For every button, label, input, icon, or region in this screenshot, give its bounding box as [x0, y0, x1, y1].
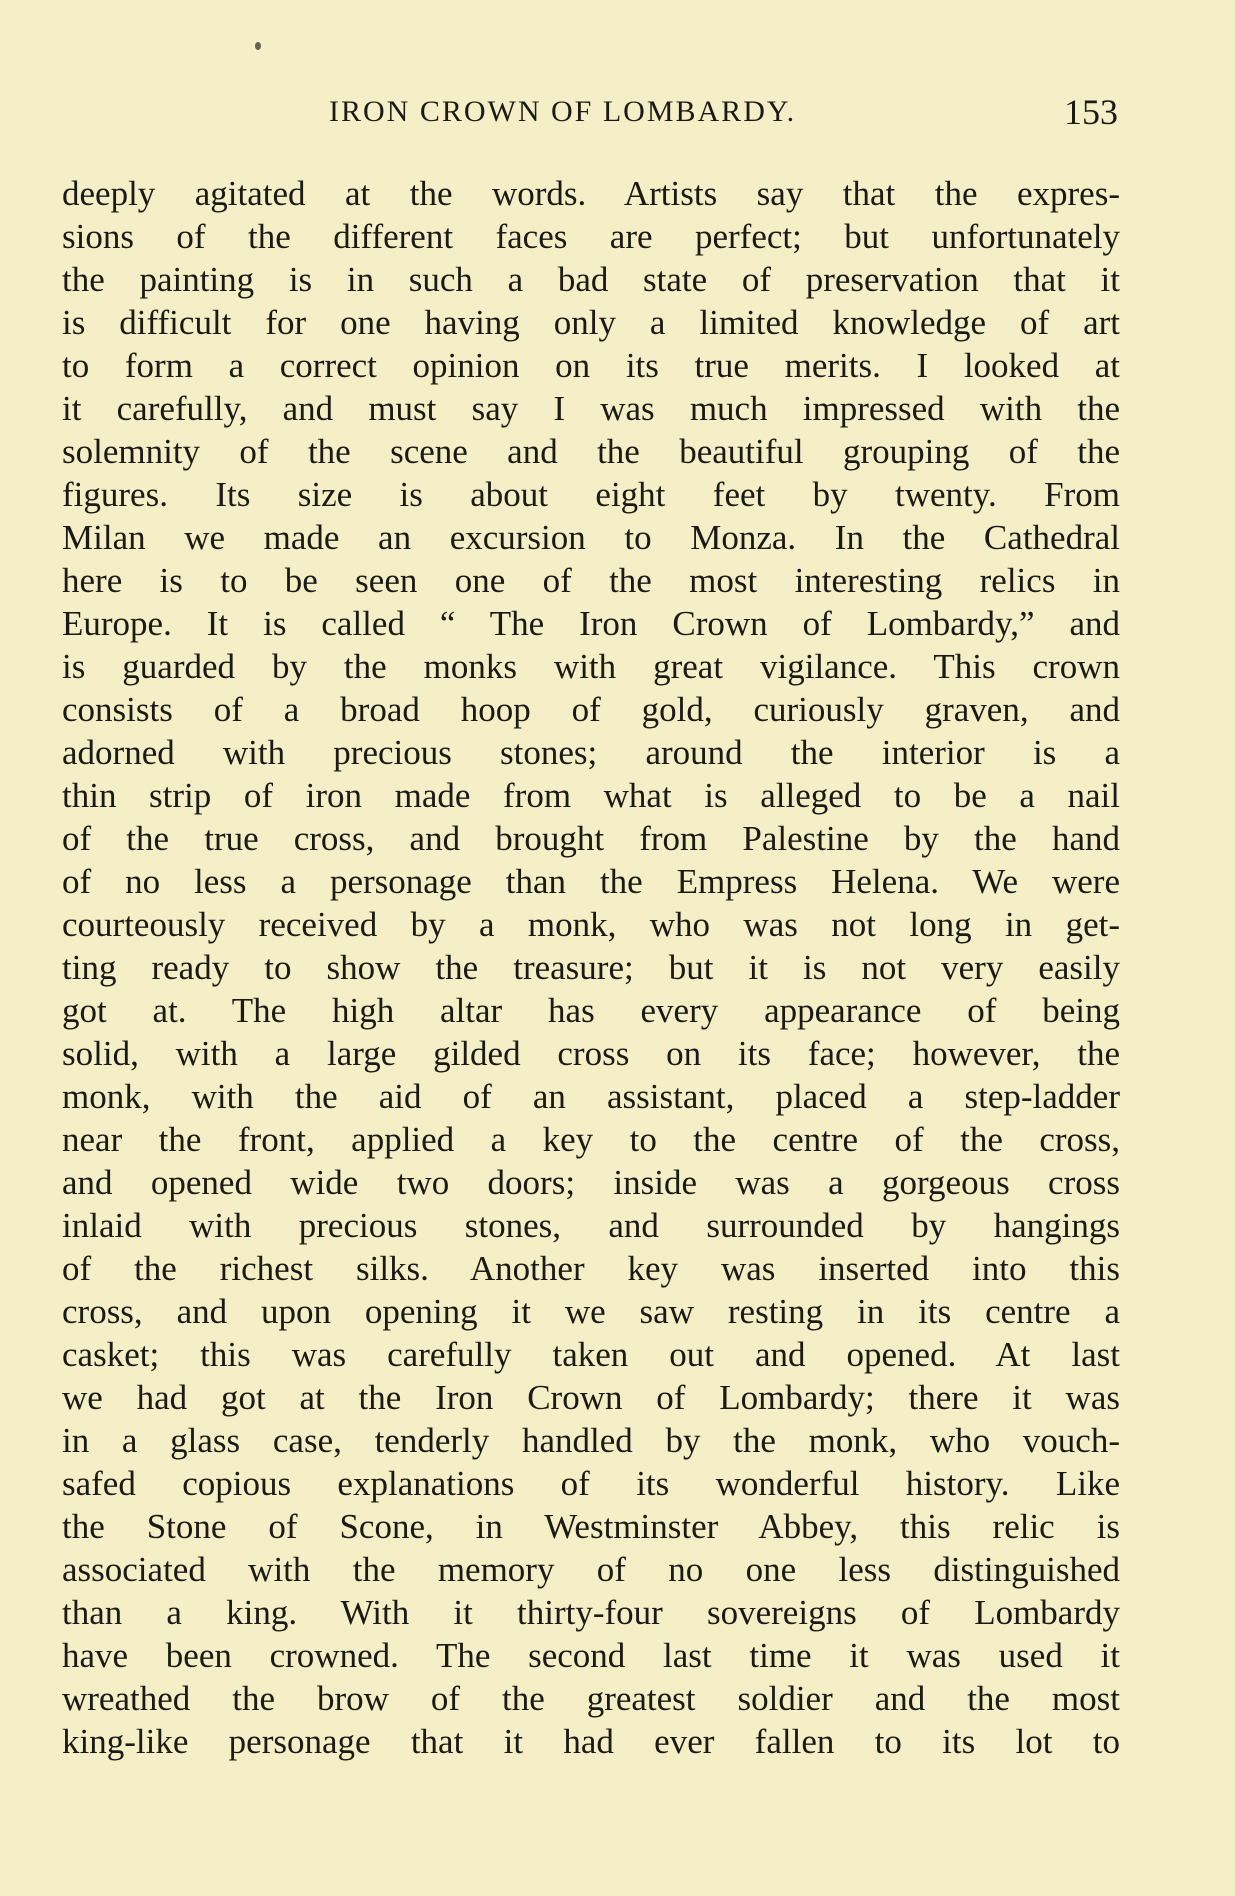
text-line: courteously received by a monk, who was not long in get-: [62, 905, 1120, 944]
text-line: solemnity of the scene and the beautiful grouping of the: [62, 432, 1120, 471]
ink-speck: [255, 42, 261, 50]
text-line: inlaid with precious stones, and surrounded by hangings: [62, 1206, 1120, 1245]
text-line: figures. Its size is about eight feet by twenty. From: [62, 475, 1120, 514]
text-line: of no less a personage than the Empress Helena. We were: [62, 862, 1120, 901]
text-line: near the front, applied a key to the centre of the cross,: [62, 1120, 1120, 1159]
text-line: we had got at the Iron Crown of Lombardy; there it was: [62, 1378, 1120, 1417]
text-line: deeply agitated at the words. Artists say that the expres-: [62, 174, 1120, 213]
text-line: associated with the memory of no one less distinguished: [62, 1550, 1120, 1589]
text-line: casket; this was carefully taken out and opened. At last: [62, 1335, 1120, 1374]
page-number: 153: [1064, 92, 1118, 132]
text-line: wreathed the brow of the greatest soldier and the most: [62, 1679, 1120, 1718]
text-line: adorned with precious stones; around the interior is a: [62, 733, 1120, 772]
text-line: of the true cross, and brought from Palestine by the hand: [62, 819, 1120, 858]
text-line: have been crowned. The second last time it was used it: [62, 1636, 1120, 1675]
running-title: IRON CROWN OF LOMBARDY.: [329, 95, 797, 128]
text-line: it carefully, and must say I was much impressed with the: [62, 389, 1120, 428]
text-line: than a king. With it thirty-four sovereigns of Lombardy: [62, 1593, 1120, 1632]
text-line: sions of the different faces are perfect; but unfortunately: [62, 217, 1120, 256]
text-line: in a glass case, tenderly handled by the monk, who vouch-: [62, 1421, 1120, 1460]
text-line: is difficult for one having only a limited knowledge of art: [62, 303, 1120, 342]
text-line: safed copious explanations of its wonderful history. Like: [62, 1464, 1120, 1503]
text-line: ting ready to show the treasure; but it is not very easily: [62, 948, 1120, 987]
text-line: consists of a broad hoop of gold, curiously graven, and: [62, 690, 1120, 729]
text-line: got at. The high altar has every appearance of being: [62, 991, 1120, 1030]
text-line: and opened wide two doors; inside was a gorgeous cross: [62, 1163, 1120, 1202]
text-line: Milan we made an excursion to Monza. In the Cathedral: [62, 518, 1120, 557]
text-line: thin strip of iron made from what is alleged to be a nail: [62, 776, 1120, 815]
text-line: is guarded by the monks with great vigilance. This crown: [62, 647, 1120, 686]
text-line: here is to be seen one of the most interesting relics in: [62, 561, 1120, 600]
text-line: cross, and upon opening it we saw resting in its centre a: [62, 1292, 1120, 1331]
text-line: the painting is in such a bad state of preservation that it: [62, 260, 1120, 299]
text-line: Europe. It is called “ The Iron Crown of Lombardy,” and: [62, 604, 1120, 643]
text-line: to form a correct opinion on its true merits. I looked at: [62, 346, 1120, 385]
text-line: of the richest silks. Another key was inserted into this: [62, 1249, 1120, 1288]
text-line: solid, with a large gilded cross on its face; however, the: [62, 1034, 1120, 1073]
running-head: [62, 90, 1122, 134]
body-text: [62, 172, 1120, 1763]
text-line: monk, with the aid of an assistant, placed a step-ladder: [62, 1077, 1120, 1116]
text-line: king-like personage that it had ever fallen to its lot to: [62, 1722, 1120, 1761]
text-line: the Stone of Scone, in Westminster Abbey, this relic is: [62, 1507, 1120, 1546]
